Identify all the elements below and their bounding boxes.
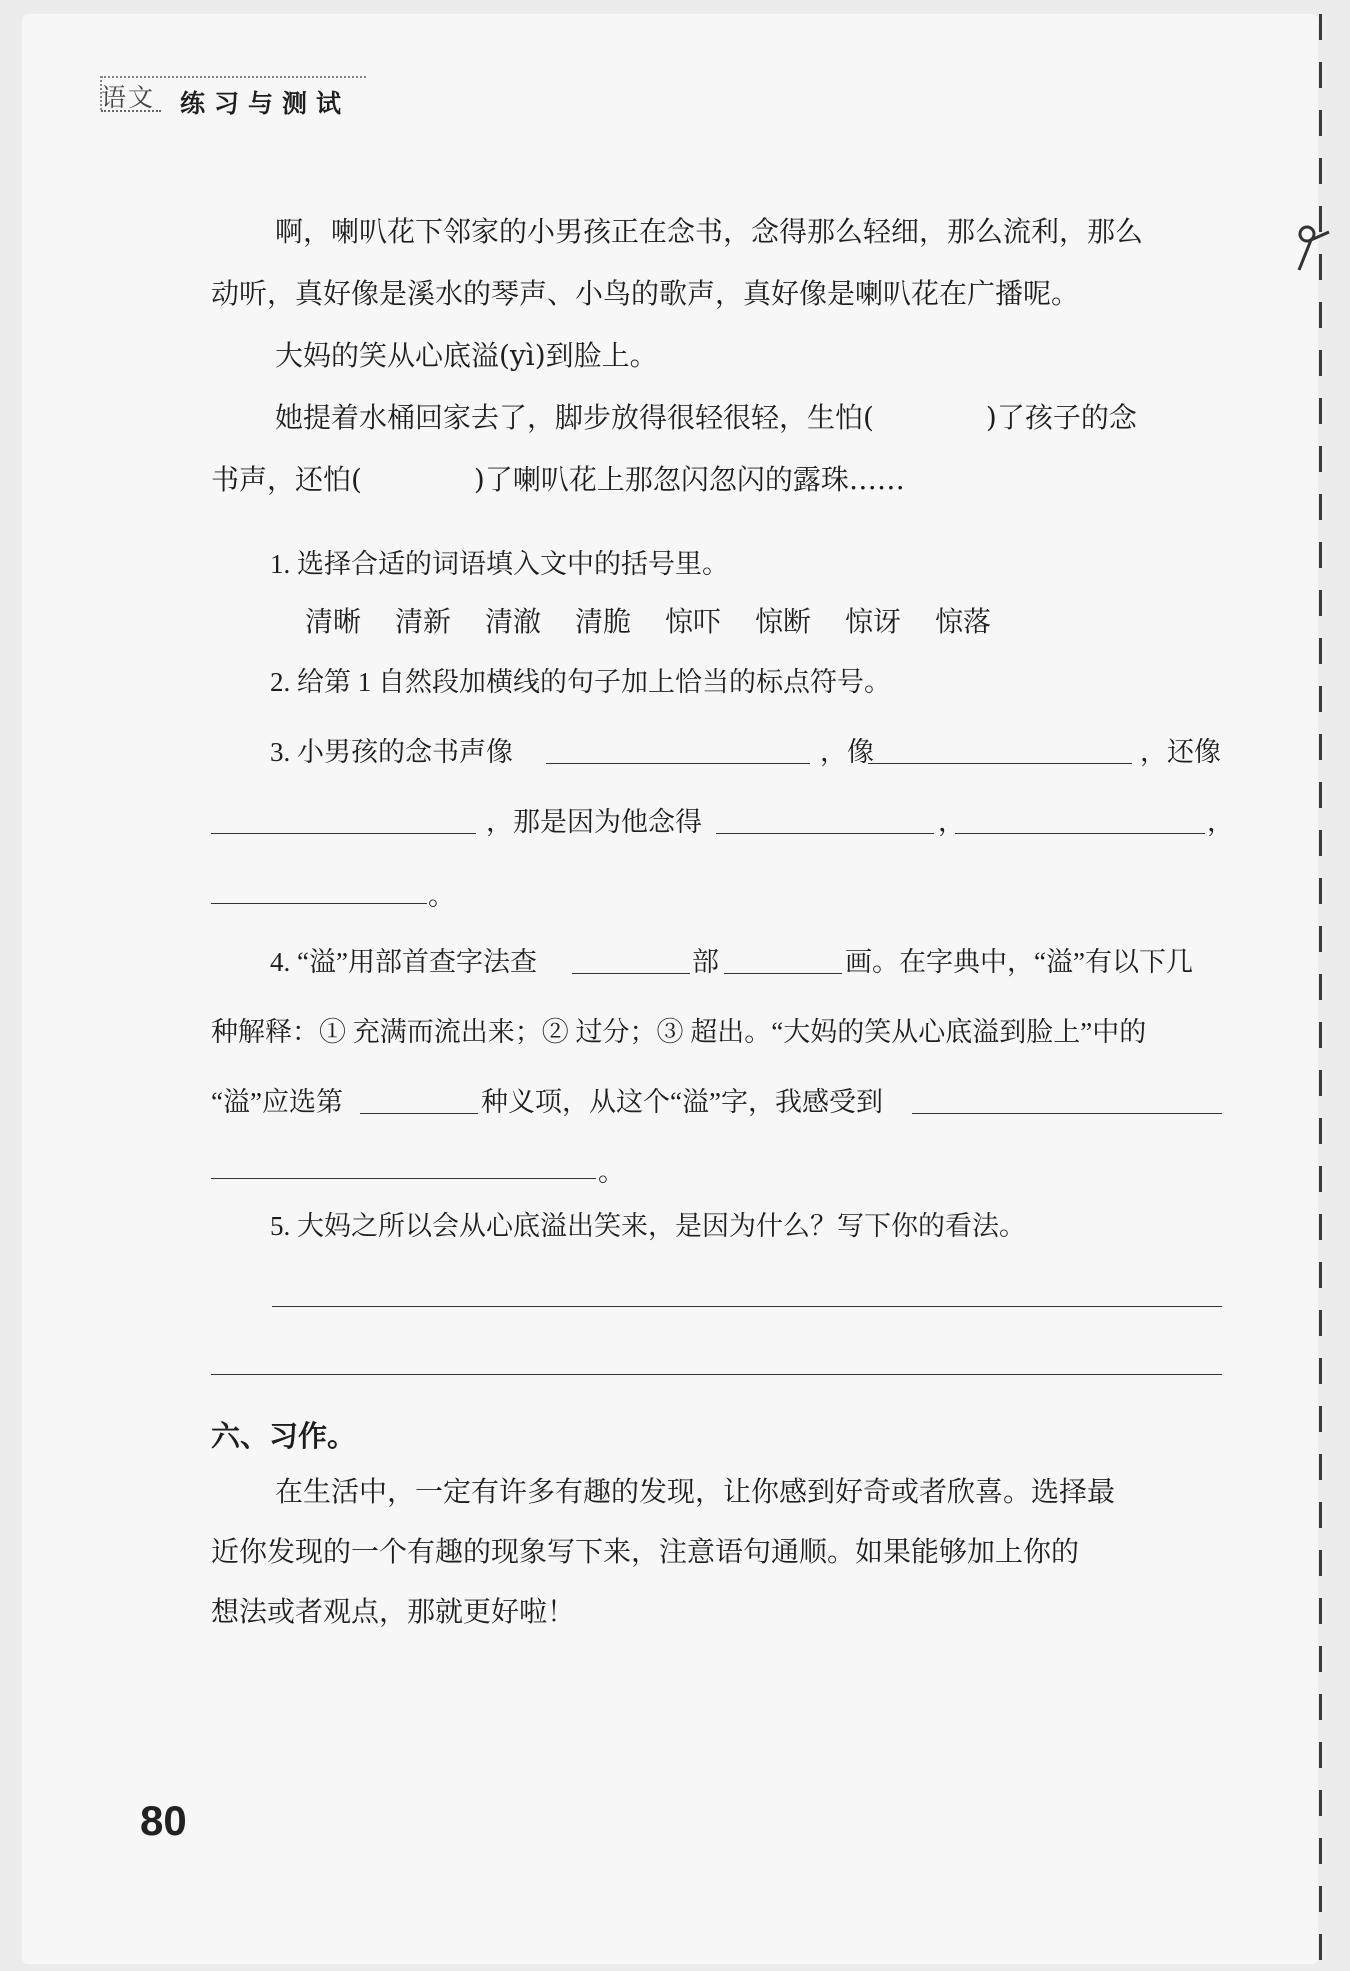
word-choice: 清新 [395, 607, 452, 638]
subject-underline [101, 110, 161, 112]
answer-blank[interactable] [868, 763, 1132, 764]
answer-blank[interactable] [211, 833, 476, 834]
passage-line: 啊，喇叭花下邻家的小男孩正在念书，念得那么轻细，那么流利，那么 [275, 215, 1144, 248]
passage-line: 她提着水桶回家去了，脚步放得很轻很轻，生怕( )了孩子的念 [275, 401, 1137, 434]
question-3-text: ，还像 [1140, 737, 1221, 767]
question-3-text: ， [1207, 807, 1234, 837]
cut-line [1319, 14, 1322, 1964]
page-number: 80 [140, 1797, 187, 1844]
composition-line: 想法或者观点，那就更好啦！ [211, 1595, 576, 1628]
passage-line: 书声，还怕( )了喇叭花上那忽闪忽闪的露珠…… [211, 463, 905, 496]
answer-blank[interactable] [955, 833, 1205, 834]
answer-blank[interactable] [572, 973, 690, 974]
question-4-text: 画。在字典中，“溢”有以下几 [845, 947, 1193, 977]
question-3-text: ，像 [820, 737, 874, 767]
question-4-text: “溢”应选第 [211, 1087, 343, 1117]
word-choice: 惊吓 [665, 607, 722, 638]
word-choice: 惊落 [935, 607, 992, 638]
question-4-text: 部 [692, 947, 719, 977]
answer-blank[interactable] [546, 763, 810, 764]
answer-blank[interactable] [211, 903, 427, 904]
question-3-end: 。 [428, 881, 455, 911]
answer-blank[interactable] [724, 973, 842, 974]
word-choice: 惊断 [755, 607, 812, 638]
passage-line: 动听，真好像是溪水的琴声、小鸟的歌声，真好像是喇叭花在广播呢。 [211, 277, 1080, 310]
book-title: 练习与测试 [180, 89, 351, 118]
word-choice: 惊讶 [845, 607, 902, 638]
question-4-text: 种解释：① 充满而流出来；② 过分；③ 超出。“大妈的笑从心底溢到脸上”中的 [211, 1017, 1147, 1047]
passage-line: 大妈的笑从心底溢(yì)到脸上。 [275, 339, 658, 372]
composition-line: 在生活中，一定有许多有趣的发现，让你感到好奇或者欣喜。选择最 [275, 1475, 1116, 1508]
subject-label: 语文 [101, 83, 156, 112]
word-choice: 清脆 [575, 607, 632, 638]
word-choice: 清澈 [485, 607, 542, 638]
question-4: 4. “溢”用部首查字法查 [270, 947, 537, 977]
answer-line[interactable] [211, 1374, 1222, 1375]
question-4-text: 种义项，从这个“溢”字，我感受到 [481, 1087, 883, 1117]
composition-line: 近你发现的一个有趣的现象写下来，注意语句通顺。如果能够加上你的 [211, 1535, 1080, 1568]
word-choice: 清晰 [305, 607, 362, 638]
question-1: 1. 选择合适的词语填入文中的括号里。 [270, 549, 729, 579]
question-3-text: ， [938, 807, 965, 837]
answer-blank[interactable] [912, 1113, 1222, 1114]
scissors-icon [1293, 222, 1333, 282]
question-4-end: 。 [598, 1157, 625, 1187]
question-5: 5. 大妈之所以会从心底溢出笑来，是因为什么？写下你的看法。 [270, 1211, 1026, 1241]
answer-blank[interactable] [716, 833, 934, 834]
question-3: 3. 小男孩的念书声像 [270, 737, 513, 767]
section-title: 六、习作。 [211, 1419, 357, 1453]
answer-line[interactable] [272, 1306, 1222, 1307]
answer-blank[interactable] [360, 1113, 478, 1114]
answer-blank[interactable] [211, 1178, 596, 1179]
question-3-text: ，那是因为他念得 [486, 807, 702, 837]
question-2: 2. 给第 1 自然段加横线的句子加上恰当的标点符号。 [270, 667, 891, 697]
